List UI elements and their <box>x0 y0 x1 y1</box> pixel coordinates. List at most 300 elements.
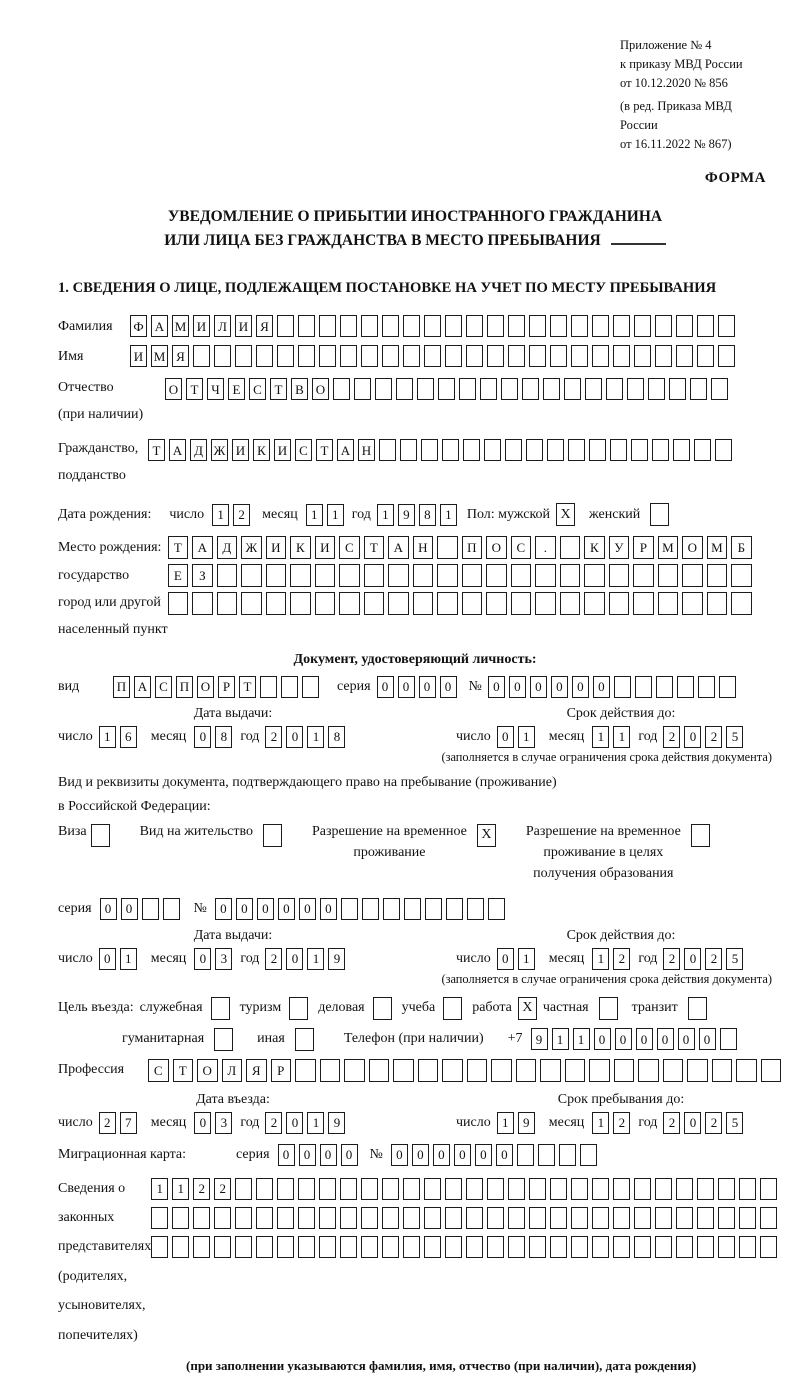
char-cell[interactable] <box>256 1236 273 1258</box>
char-cell[interactable] <box>634 1236 651 1258</box>
char-cell[interactable] <box>339 592 360 615</box>
char-cell[interactable] <box>543 378 560 400</box>
char-cell[interactable] <box>354 378 371 400</box>
char-cell[interactable]: 2 <box>613 948 630 970</box>
char-cell[interactable] <box>550 1178 567 1200</box>
char-cell[interactable] <box>585 378 602 400</box>
char-cell[interactable] <box>529 345 546 367</box>
char-cell[interactable] <box>235 1207 252 1229</box>
char-cell[interactable] <box>656 676 673 698</box>
char-cell[interactable] <box>690 378 707 400</box>
char-cell[interactable] <box>677 676 694 698</box>
char-cell[interactable]: Е <box>228 378 245 400</box>
char-cell[interactable]: Я <box>172 345 189 367</box>
char-cell[interactable]: Т <box>173 1059 194 1082</box>
char-cell[interactable]: Т <box>239 676 256 698</box>
char-cell[interactable] <box>362 898 379 920</box>
char-cell[interactable]: Ф <box>130 315 147 337</box>
char-cell[interactable]: Р <box>218 676 235 698</box>
char-cell[interactable]: 0 <box>678 1028 695 1050</box>
char-cell[interactable]: 0 <box>636 1028 653 1050</box>
char-cell[interactable] <box>466 1236 483 1258</box>
char-cell[interactable]: 2 <box>613 1112 630 1134</box>
char-cell[interactable]: И <box>232 439 249 461</box>
char-cell[interactable]: 0 <box>699 1028 716 1050</box>
char-cell[interactable] <box>676 1207 693 1229</box>
char-cell[interactable]: 2 <box>705 1112 722 1134</box>
char-cell[interactable] <box>707 564 728 587</box>
char-cell[interactable] <box>235 1178 252 1200</box>
char-cell[interactable]: О <box>197 676 214 698</box>
char-cell[interactable]: Т <box>148 439 165 461</box>
char-cell[interactable] <box>697 1236 714 1258</box>
char-cell[interactable] <box>731 564 752 587</box>
char-cell[interactable] <box>425 898 442 920</box>
char-cell[interactable] <box>529 1236 546 1258</box>
char-cell[interactable] <box>424 315 441 337</box>
char-cell[interactable] <box>491 1059 512 1082</box>
char-cell[interactable] <box>382 315 399 337</box>
char-cell[interactable] <box>580 1144 597 1166</box>
char-cell[interactable]: 1 <box>212 504 229 526</box>
char-cell[interactable]: П <box>113 676 130 698</box>
char-cell[interactable]: 0 <box>412 1144 429 1166</box>
char-cell[interactable]: 1 <box>552 1028 569 1050</box>
char-cell[interactable]: А <box>192 536 213 559</box>
char-cell[interactable]: 1 <box>592 726 609 748</box>
char-cell[interactable] <box>256 345 273 367</box>
char-cell[interactable] <box>635 676 652 698</box>
char-cell[interactable] <box>560 564 581 587</box>
char-cell[interactable] <box>382 1236 399 1258</box>
char-cell[interactable] <box>486 592 507 615</box>
char-cell[interactable]: 1 <box>377 504 394 526</box>
char-cell[interactable] <box>295 1059 316 1082</box>
char-cell[interactable]: 0 <box>341 1144 358 1166</box>
char-cell[interactable] <box>319 345 336 367</box>
char-cell[interactable]: Л <box>214 315 231 337</box>
char-cell[interactable] <box>687 1059 708 1082</box>
char-cell[interactable]: Т <box>186 378 203 400</box>
char-cell[interactable]: 0 <box>496 1144 513 1166</box>
char-cell[interactable]: 7 <box>120 1112 137 1134</box>
char-cell[interactable]: 0 <box>454 1144 471 1166</box>
char-cell[interactable] <box>364 592 385 615</box>
char-cell[interactable]: 0 <box>488 676 505 698</box>
char-cell[interactable] <box>266 592 287 615</box>
char-cell[interactable] <box>712 1059 733 1082</box>
temp-residence-edu-checkbox[interactable] <box>691 824 710 847</box>
purpose-transit-checkbox[interactable] <box>688 997 707 1020</box>
char-cell[interactable] <box>193 1207 210 1229</box>
char-cell[interactable] <box>501 378 518 400</box>
char-cell[interactable] <box>277 315 294 337</box>
char-cell[interactable] <box>388 592 409 615</box>
char-cell[interactable] <box>609 592 630 615</box>
char-cell[interactable]: Р <box>633 536 654 559</box>
char-cell[interactable] <box>697 315 714 337</box>
char-cell[interactable] <box>298 1207 315 1229</box>
char-cell[interactable] <box>369 1059 390 1082</box>
char-cell[interactable]: И <box>266 536 287 559</box>
char-cell[interactable] <box>487 1178 504 1200</box>
char-cell[interactable]: 8 <box>328 726 345 748</box>
char-cell[interactable]: 0 <box>286 1112 303 1134</box>
char-cell[interactable] <box>467 1059 488 1082</box>
char-cell[interactable] <box>217 592 238 615</box>
char-cell[interactable] <box>361 315 378 337</box>
char-cell[interactable]: М <box>658 536 679 559</box>
char-cell[interactable]: Д <box>190 439 207 461</box>
char-cell[interactable] <box>235 345 252 367</box>
char-cell[interactable] <box>298 1178 315 1200</box>
char-cell[interactable] <box>277 345 294 367</box>
char-cell[interactable] <box>560 536 581 559</box>
char-cell[interactable]: 1 <box>592 1112 609 1134</box>
char-cell[interactable] <box>676 1236 693 1258</box>
char-cell[interactable] <box>592 345 609 367</box>
char-cell[interactable] <box>658 564 679 587</box>
char-cell[interactable] <box>298 345 315 367</box>
char-cell[interactable] <box>648 378 665 400</box>
char-cell[interactable]: 1 <box>307 1112 324 1134</box>
purpose-other-checkbox[interactable] <box>295 1028 314 1051</box>
char-cell[interactable]: А <box>134 676 151 698</box>
char-cell[interactable]: А <box>337 439 354 461</box>
char-cell[interactable] <box>535 592 556 615</box>
char-cell[interactable] <box>235 1236 252 1258</box>
char-cell[interactable] <box>361 1236 378 1258</box>
purpose-work-checkbox[interactable]: X <box>518 997 537 1020</box>
char-cell[interactable] <box>277 1178 294 1200</box>
char-cell[interactable]: 2 <box>99 1112 116 1134</box>
char-cell[interactable]: П <box>176 676 193 698</box>
char-cell[interactable] <box>260 676 277 698</box>
char-cell[interactable] <box>658 592 679 615</box>
char-cell[interactable] <box>445 1236 462 1258</box>
visa-checkbox[interactable] <box>91 824 110 847</box>
char-cell[interactable] <box>340 345 357 367</box>
char-cell[interactable]: 0 <box>215 898 232 920</box>
char-cell[interactable] <box>344 1059 365 1082</box>
char-cell[interactable] <box>673 439 690 461</box>
char-cell[interactable] <box>340 315 357 337</box>
char-cell[interactable] <box>698 676 715 698</box>
char-cell[interactable] <box>614 676 631 698</box>
char-cell[interactable]: К <box>253 439 270 461</box>
char-cell[interactable] <box>550 1207 567 1229</box>
char-cell[interactable]: Я <box>246 1059 267 1082</box>
char-cell[interactable] <box>529 315 546 337</box>
char-cell[interactable] <box>517 1144 534 1166</box>
char-cell[interactable]: 2 <box>265 1112 282 1134</box>
char-cell[interactable]: Н <box>358 439 375 461</box>
char-cell[interactable] <box>592 1207 609 1229</box>
char-cell[interactable] <box>540 1059 561 1082</box>
char-cell[interactable] <box>550 345 567 367</box>
char-cell[interactable]: А <box>151 315 168 337</box>
char-cell[interactable] <box>168 592 189 615</box>
char-cell[interactable] <box>634 1178 651 1200</box>
char-cell[interactable]: 5 <box>726 948 743 970</box>
char-cell[interactable]: О <box>197 1059 218 1082</box>
char-cell[interactable] <box>315 564 336 587</box>
char-cell[interactable]: 0 <box>299 1144 316 1166</box>
char-cell[interactable]: 0 <box>551 676 568 698</box>
char-cell[interactable] <box>718 1236 735 1258</box>
char-cell[interactable] <box>508 315 525 337</box>
char-cell[interactable] <box>467 898 484 920</box>
char-cell[interactable]: 0 <box>593 676 610 698</box>
char-cell[interactable] <box>256 1178 273 1200</box>
char-cell[interactable]: 1 <box>497 1112 514 1134</box>
char-cell[interactable] <box>613 1236 630 1258</box>
char-cell[interactable]: 0 <box>572 676 589 698</box>
char-cell[interactable] <box>571 1236 588 1258</box>
char-cell[interactable]: 1 <box>592 948 609 970</box>
char-cell[interactable] <box>163 898 180 920</box>
char-cell[interactable] <box>438 378 455 400</box>
char-cell[interactable] <box>538 1144 555 1166</box>
char-cell[interactable] <box>445 315 462 337</box>
char-cell[interactable]: И <box>274 439 291 461</box>
char-cell[interactable]: О <box>165 378 182 400</box>
char-cell[interactable] <box>739 1207 756 1229</box>
char-cell[interactable]: 1 <box>120 948 137 970</box>
temp-residence-checkbox[interactable]: X <box>477 824 496 847</box>
char-cell[interactable] <box>609 564 630 587</box>
char-cell[interactable]: 0 <box>509 676 526 698</box>
char-cell[interactable] <box>697 1207 714 1229</box>
char-cell[interactable]: 9 <box>328 948 345 970</box>
char-cell[interactable] <box>592 1236 609 1258</box>
char-cell[interactable] <box>217 564 238 587</box>
char-cell[interactable] <box>151 1207 168 1229</box>
char-cell[interactable] <box>445 345 462 367</box>
char-cell[interactable] <box>529 1207 546 1229</box>
char-cell[interactable]: 0 <box>236 898 253 920</box>
char-cell[interactable] <box>484 439 501 461</box>
char-cell[interactable] <box>488 898 505 920</box>
char-cell[interactable] <box>663 1059 684 1082</box>
char-cell[interactable] <box>634 345 651 367</box>
char-cell[interactable]: 0 <box>684 948 701 970</box>
char-cell[interactable]: 2 <box>265 726 282 748</box>
char-cell[interactable] <box>437 592 458 615</box>
char-cell[interactable]: 0 <box>257 898 274 920</box>
char-cell[interactable] <box>522 378 539 400</box>
char-cell[interactable] <box>655 1178 672 1200</box>
char-cell[interactable]: 0 <box>320 1144 337 1166</box>
char-cell[interactable] <box>382 345 399 367</box>
char-cell[interactable] <box>669 378 686 400</box>
char-cell[interactable] <box>302 676 319 698</box>
char-cell[interactable]: О <box>486 536 507 559</box>
char-cell[interactable]: 0 <box>594 1028 611 1050</box>
char-cell[interactable] <box>277 1236 294 1258</box>
char-cell[interactable] <box>508 1207 525 1229</box>
char-cell[interactable] <box>421 439 438 461</box>
char-cell[interactable] <box>589 439 606 461</box>
char-cell[interactable]: 2 <box>233 504 250 526</box>
char-cell[interactable] <box>511 564 532 587</box>
char-cell[interactable]: 1 <box>440 504 457 526</box>
char-cell[interactable]: И <box>193 315 210 337</box>
char-cell[interactable] <box>341 898 358 920</box>
char-cell[interactable]: 0 <box>100 898 117 920</box>
char-cell[interactable]: Я <box>256 315 273 337</box>
char-cell[interactable]: З <box>192 564 213 587</box>
char-cell[interactable] <box>571 315 588 337</box>
char-cell[interactable] <box>516 1059 537 1082</box>
char-cell[interactable] <box>151 1236 168 1258</box>
purpose-tourism-checkbox[interactable] <box>289 997 308 1020</box>
char-cell[interactable] <box>142 898 159 920</box>
char-cell[interactable] <box>404 898 421 920</box>
char-cell[interactable] <box>417 378 434 400</box>
char-cell[interactable] <box>445 1207 462 1229</box>
char-cell[interactable] <box>241 564 262 587</box>
char-cell[interactable] <box>508 345 525 367</box>
char-cell[interactable] <box>634 1207 651 1229</box>
char-cell[interactable]: 3 <box>215 1112 232 1134</box>
char-cell[interactable] <box>571 345 588 367</box>
char-cell[interactable] <box>613 1178 630 1200</box>
char-cell[interactable]: 2 <box>265 948 282 970</box>
char-cell[interactable] <box>720 1028 737 1050</box>
char-cell[interactable] <box>652 439 669 461</box>
char-cell[interactable] <box>281 676 298 698</box>
char-cell[interactable] <box>564 378 581 400</box>
char-cell[interactable]: 5 <box>726 726 743 748</box>
char-cell[interactable] <box>193 345 210 367</box>
char-cell[interactable]: Т <box>168 536 189 559</box>
char-cell[interactable]: С <box>339 536 360 559</box>
char-cell[interactable] <box>290 564 311 587</box>
char-cell[interactable]: С <box>295 439 312 461</box>
char-cell[interactable] <box>466 315 483 337</box>
char-cell[interactable] <box>403 1207 420 1229</box>
char-cell[interactable]: 8 <box>215 726 232 748</box>
char-cell[interactable]: 1 <box>327 504 344 526</box>
char-cell[interactable] <box>606 378 623 400</box>
char-cell[interactable]: 2 <box>663 726 680 748</box>
char-cell[interactable] <box>298 1236 315 1258</box>
char-cell[interactable]: М <box>172 315 189 337</box>
char-cell[interactable] <box>383 898 400 920</box>
char-cell[interactable]: М <box>707 536 728 559</box>
char-cell[interactable] <box>697 1178 714 1200</box>
char-cell[interactable]: 0 <box>391 1144 408 1166</box>
char-cell[interactable] <box>511 592 532 615</box>
char-cell[interactable] <box>413 592 434 615</box>
char-cell[interactable]: Р <box>271 1059 292 1082</box>
char-cell[interactable] <box>437 536 458 559</box>
purpose-study-checkbox[interactable] <box>443 997 462 1020</box>
char-cell[interactable] <box>480 378 497 400</box>
char-cell[interactable] <box>739 1178 756 1200</box>
char-cell[interactable]: Ж <box>241 536 262 559</box>
char-cell[interactable] <box>403 1236 420 1258</box>
char-cell[interactable]: 9 <box>328 1112 345 1134</box>
char-cell[interactable] <box>319 1207 336 1229</box>
char-cell[interactable] <box>559 1144 576 1166</box>
char-cell[interactable]: 1 <box>518 948 535 970</box>
char-cell[interactable] <box>718 345 735 367</box>
char-cell[interactable] <box>256 1207 273 1229</box>
char-cell[interactable] <box>379 439 396 461</box>
char-cell[interactable] <box>715 439 732 461</box>
char-cell[interactable] <box>333 378 350 400</box>
char-cell[interactable]: И <box>315 536 336 559</box>
char-cell[interactable] <box>320 1059 341 1082</box>
char-cell[interactable]: 2 <box>663 1112 680 1134</box>
char-cell[interactable] <box>290 592 311 615</box>
char-cell[interactable]: 1 <box>99 726 116 748</box>
char-cell[interactable]: 0 <box>278 898 295 920</box>
char-cell[interactable] <box>633 592 654 615</box>
char-cell[interactable]: 0 <box>419 676 436 698</box>
char-cell[interactable]: 0 <box>121 898 138 920</box>
char-cell[interactable] <box>584 564 605 587</box>
char-cell[interactable] <box>487 345 504 367</box>
char-cell[interactable] <box>382 1178 399 1200</box>
char-cell[interactable]: П <box>462 536 483 559</box>
char-cell[interactable]: 5 <box>726 1112 743 1134</box>
char-cell[interactable]: Т <box>270 378 287 400</box>
char-cell[interactable] <box>589 1059 610 1082</box>
char-cell[interactable] <box>550 315 567 337</box>
char-cell[interactable] <box>214 1236 231 1258</box>
char-cell[interactable] <box>298 315 315 337</box>
char-cell[interactable] <box>634 315 651 337</box>
char-cell[interactable] <box>424 1236 441 1258</box>
char-cell[interactable]: 0 <box>320 898 337 920</box>
char-cell[interactable] <box>613 315 630 337</box>
char-cell[interactable] <box>676 345 693 367</box>
char-cell[interactable] <box>340 1207 357 1229</box>
char-cell[interactable] <box>760 1178 777 1200</box>
char-cell[interactable]: 0 <box>684 1112 701 1134</box>
char-cell[interactable] <box>655 1236 672 1258</box>
char-cell[interactable]: 8 <box>419 504 436 526</box>
char-cell[interactable] <box>424 1178 441 1200</box>
char-cell[interactable]: Ж <box>211 439 228 461</box>
char-cell[interactable] <box>547 439 564 461</box>
char-cell[interactable]: 0 <box>398 676 415 698</box>
char-cell[interactable]: 3 <box>215 948 232 970</box>
char-cell[interactable] <box>193 1236 210 1258</box>
char-cell[interactable]: 0 <box>497 726 514 748</box>
char-cell[interactable] <box>682 564 703 587</box>
char-cell[interactable] <box>718 315 735 337</box>
purpose-official-checkbox[interactable] <box>211 997 230 1020</box>
char-cell[interactable] <box>560 592 581 615</box>
char-cell[interactable] <box>361 1207 378 1229</box>
char-cell[interactable] <box>739 1236 756 1258</box>
char-cell[interactable] <box>655 345 672 367</box>
char-cell[interactable]: 0 <box>194 726 211 748</box>
char-cell[interactable]: Н <box>413 536 434 559</box>
char-cell[interactable]: Е <box>168 564 189 587</box>
char-cell[interactable]: 1 <box>573 1028 590 1050</box>
char-cell[interactable] <box>760 1207 777 1229</box>
char-cell[interactable]: 0 <box>440 676 457 698</box>
char-cell[interactable]: С <box>148 1059 169 1082</box>
char-cell[interactable] <box>627 378 644 400</box>
char-cell[interactable] <box>319 1178 336 1200</box>
char-cell[interactable]: 0 <box>475 1144 492 1166</box>
